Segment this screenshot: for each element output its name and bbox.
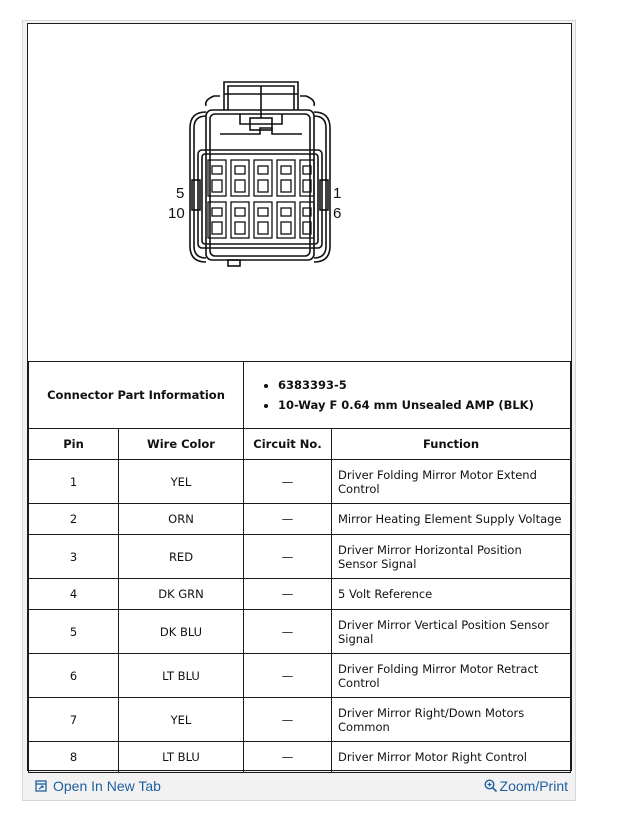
header-pin: Pin: [29, 429, 119, 460]
wire-color-cell: YEL: [119, 460, 244, 504]
connector-info-row: [29, 362, 571, 429]
zoom-print-link[interactable]: [484, 778, 568, 794]
terminal-grid: [208, 160, 314, 238]
pin-label-1: 1: [333, 185, 342, 202]
document-footer: [27, 776, 572, 798]
table-header-row: [29, 429, 571, 460]
function-cell: Driver Mirror Motor Right Control: [332, 742, 571, 773]
circuit-cell: —: [244, 460, 332, 504]
connector-diagram: [28, 24, 570, 361]
pin-cell: 1: [29, 460, 119, 504]
pin-cell: 7: [29, 698, 119, 742]
table-row: [29, 579, 571, 610]
function-cell: Driver Folding Mirror Motor Extend Control: [332, 460, 571, 504]
wire-color-cell: YEL: [119, 698, 244, 742]
header-circuit: Circuit No.: [244, 429, 332, 460]
open-new-tab-link[interactable]: [35, 778, 161, 794]
zoom-print-label: Zoom/Print: [499, 778, 568, 794]
pin-label-5: 5: [176, 185, 185, 202]
wire-color-cell: DK BLU: [119, 610, 244, 654]
table-row: [29, 610, 571, 654]
header-function: Function: [332, 429, 571, 460]
wire-color-cell: ORN: [119, 504, 244, 535]
connector-description: • 10-Way F 0.64 mm Unsealed AMP (BLK): [278, 395, 570, 415]
function-cell: Driver Mirror Horizontal Position Sensor Signal: [332, 535, 571, 579]
open-new-tab-label: Open In New Tab: [53, 778, 161, 794]
connector-info-values: [244, 362, 571, 429]
function-cell: 5 Volt Reference: [332, 579, 571, 610]
pin-cell: 2: [29, 504, 119, 535]
connector-document: [27, 23, 572, 771]
function-cell: Mirror Heating Element Supply Voltage: [332, 504, 571, 535]
wire-color-cell: DK GRN: [119, 579, 244, 610]
table-row: [29, 698, 571, 742]
pin-cell: 4: [29, 579, 119, 610]
wire-color-cell: RED: [119, 535, 244, 579]
header-wire-color: Wire Color: [119, 429, 244, 460]
table-row: [29, 654, 571, 698]
part-number: • 6383393-5: [278, 375, 570, 395]
table-row: [29, 742, 571, 773]
connector-drawing: [28, 24, 570, 361]
pin-cell: 3: [29, 535, 119, 579]
pin-cell: 5: [29, 610, 119, 654]
open-new-tab-icon: [35, 780, 47, 792]
circuit-cell: —: [244, 742, 332, 773]
pin-label-10: 10: [168, 205, 185, 222]
circuit-cell: —: [244, 654, 332, 698]
pin-cell: 6: [29, 654, 119, 698]
circuit-cell: —: [244, 535, 332, 579]
table-row: [29, 504, 571, 535]
function-cell: Driver Folding Mirror Motor Retract Control: [332, 654, 571, 698]
pin-cell: 8: [29, 742, 119, 773]
connector-table: [28, 361, 571, 773]
pin-label-6: 6: [333, 205, 342, 222]
circuit-cell: —: [244, 579, 332, 610]
connector-info-label: Connector Part Information: [29, 362, 244, 429]
circuit-cell: —: [244, 698, 332, 742]
table-row: [29, 535, 571, 579]
table-row: [29, 460, 571, 504]
function-cell: Driver Mirror Vertical Position Sensor Signal: [332, 610, 571, 654]
zoom-icon: [484, 779, 498, 793]
circuit-cell: —: [244, 610, 332, 654]
function-cell: Driver Mirror Right/Down Motors Common: [332, 698, 571, 742]
wire-color-cell: LT BLU: [119, 654, 244, 698]
circuit-cell: —: [244, 504, 332, 535]
wire-color-cell: LT BLU: [119, 742, 244, 773]
